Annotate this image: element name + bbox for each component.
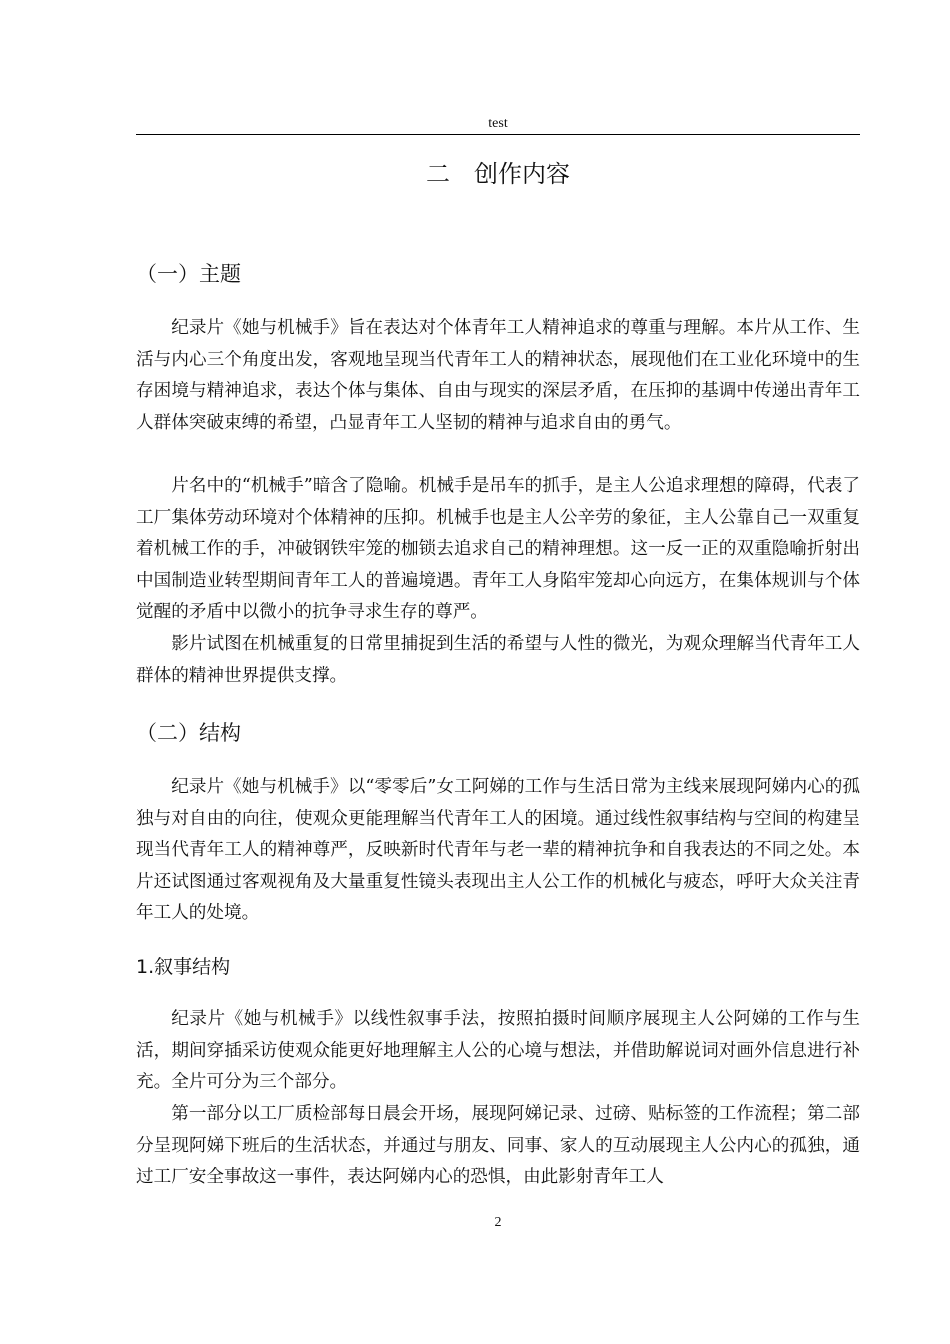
subsection-heading-narrative: 1.叙事结构 bbox=[136, 956, 231, 978]
running-header: test bbox=[488, 116, 508, 131]
body-paragraph: 第一部分以工厂质检部每日晨会开场，展现阿娣记录、过磅、贴标签的工作流程；第二部分呈现阿娣下班后的生活状态，并通过与朋友、同事、家人的互动展现主人公内心的孤独，通过工厂安全事故这一事件，表达阿娣内心的恐惧，由此影射青年工人 bbox=[136, 1104, 860, 1187]
body-paragraph: 片名中的“机械手”暗含了隐喻。机械手是吊车的抓手，是主人公追求理想的障碍，代表了工厂集体劳动环境对个体精神的压抑。机械手也是主人公辛劳的象征，主人公靠自己一双重复着机械工作的手，冲破钢铁牢笼的枷锁去追求自己的精神理想。这一反一正的双重隐喻折射出中国制造业转型期间青年工人的普遍境遇。青年工人身陷牢笼却心向远方，在集体规训与个体觉醒的矛盾中以微小的抗争寻求生存的尊严。 bbox=[136, 476, 860, 622]
section-heading-theme: （一）主题 bbox=[136, 262, 241, 286]
section-heading-structure: （二）结构 bbox=[136, 721, 241, 745]
page-number: 2 bbox=[494, 1215, 502, 1230]
body-paragraph: 纪录片《她与机械手》以“零零后”女工阿娣的工作与生活日常为主线来展现阿娣内心的孤独与对自由的向往，使观众更能理解当代青年工人的困境。通过线性叙事结构与空间的构建呈现当代青年工人的精神尊严，反映新时代青年与老一辈的精神抗争和自我表达的不同之处。本片还试图通过客观视角及大量重复性镜头表现出主人公工作的机械化与疲态，呼吁大众关注青年工人的处境。 bbox=[136, 777, 860, 923]
header-divider bbox=[136, 134, 860, 135]
body-paragraph: 影片试图在机械重复的日常里捕捉到生活的希望与人性的微光，为观众理解当代青年工人群体的精神世界提供支撑。 bbox=[136, 634, 860, 686]
body-paragraph: 纪录片《她与机械手》以线性叙事手法，按照拍摄时间顺序展现主人公阿娣的工作与生活，期间穿插采访使观众能更好地理解主人公的心境与想法，并借助解说词对画外信息进行补充。全片可分为三个部分。 bbox=[136, 1009, 860, 1092]
chapter-title: 二 创作内容 bbox=[426, 160, 570, 188]
body-paragraph: 纪录片《她与机械手》旨在表达对个体青年工人精神追求的尊重与理解。本片从工作、生活与内心三个角度出发，客观地呈现当代青年工人的精神状态，展现他们在工业化环境中的生存困境与精神追求，表达个体与集体、自由与现实的深层矛盾，在压抑的基调中传递出青年工人群体突破束缚的希望，凸显青年工人坚韧的精神与追求自由的勇气。 bbox=[136, 318, 860, 433]
